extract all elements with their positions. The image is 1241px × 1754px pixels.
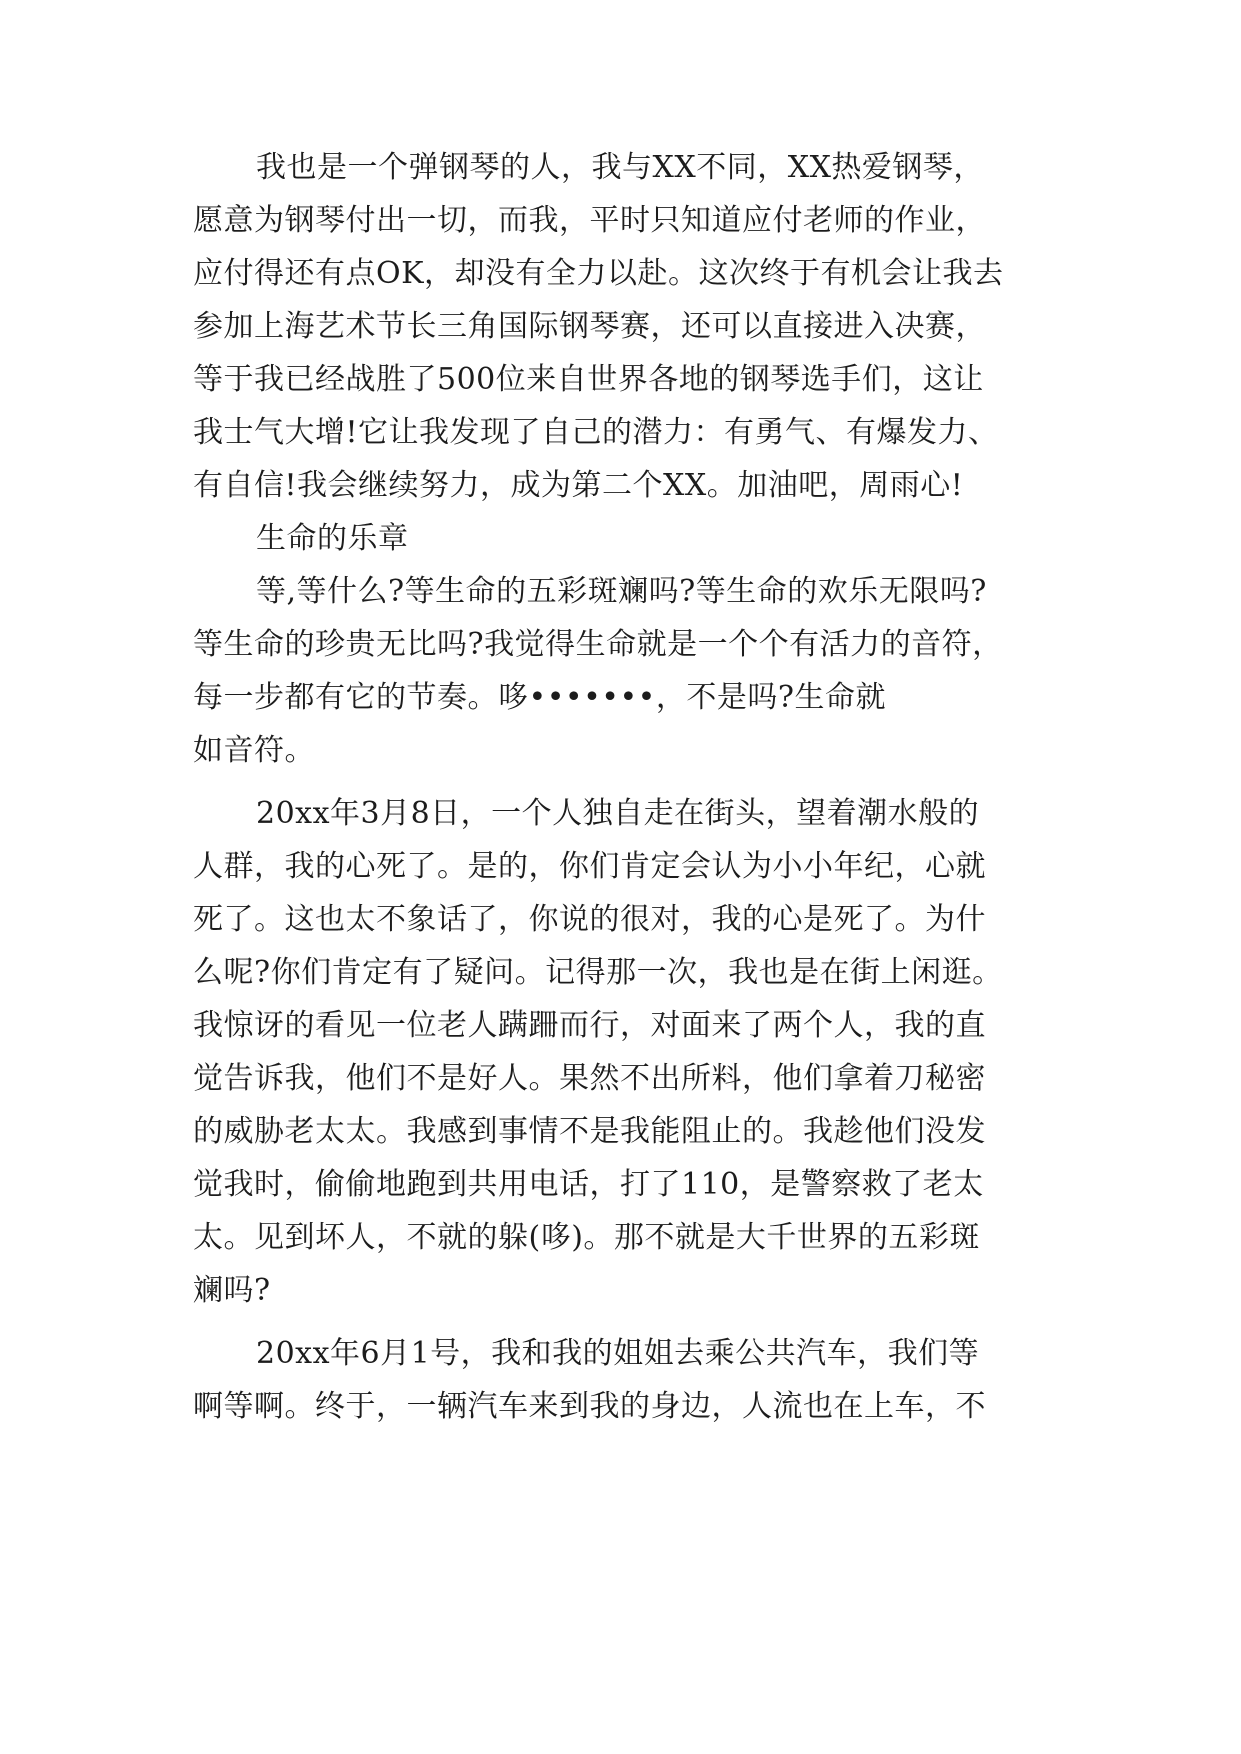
paragraph-line-1: 我也是一个弹钢琴的人，我与XX不同，XX热爱钢琴，: [256, 150, 984, 185]
paragraph-line-12: 如音符。: [193, 733, 315, 768]
paragraph-line-7: 有自信!我会继续努力，成为第二个XX。加油吧，周雨心!: [193, 468, 964, 503]
paragraph-line-3: 应付得还有点OK，却没有全力以赴。这次终于有机会让我去: [193, 256, 1004, 291]
paragraph-line-15: 死了。这也太不象话了，你说的很对，我的心是死了。为什: [193, 902, 986, 937]
paragraph-line-16: 么呢?你们肯定有了疑问。记得那一次，我也是在街上闲逛。: [193, 955, 1003, 990]
paragraph-line-10: 等生命的珍贵无比吗?我觉得生命就是一个个有活力的音符，: [193, 627, 1003, 662]
paragraph-line-13: 20xx年3月8日，一个人独自走在街头，望着潮水般的: [256, 796, 980, 831]
paragraph-line-21: 太。见到坏人，不就的躲(哆)。那不就是大千世界的五彩斑: [193, 1220, 980, 1255]
paragraph-line-11: 每一步都有它的节奏。哆•••••••，不是吗?生命就: [193, 680, 886, 715]
paragraph-line-14: 人群，我的心死了。是的，你们肯定会认为小小年纪，心就: [193, 849, 986, 884]
paragraph-line-24: 啊等啊。终于，一辆汽车来到我的身边，人流也在上车，不: [193, 1389, 986, 1424]
paragraph-line-20: 觉我时，偷偷地跑到共用电话，打了110，是警察救了老太: [193, 1167, 984, 1202]
paragraph-line-5: 等于我已经战胜了500位来自世界各地的钢琴选手们，这让: [193, 362, 984, 397]
paragraph-line-6: 我士气大增!它让我发现了自己的潜力：有勇气、有爆发力、: [193, 415, 999, 450]
paragraph-line-19: 的威胁老太太。我感到事情不是我能阻止的。我趁他们没发: [193, 1114, 986, 1149]
paragraph-line-4: 参加上海艺术节长三角国际钢琴赛，还可以直接进入决赛，: [193, 309, 986, 344]
section-heading: 生命的乐章: [256, 521, 409, 556]
paragraph-line-23: 20xx年6月1号，我和我的姐姐去乘公共汽车，我们等: [256, 1336, 980, 1371]
paragraph-line-9: 等,等什么?等生命的五彩斑斓吗?等生命的欢乐无限吗?: [256, 574, 987, 609]
paragraph-line-22: 斓吗?: [193, 1273, 271, 1308]
paragraph-line-2: 愿意为钢琴付出一切，而我，平时只知道应付老师的作业，: [193, 203, 986, 238]
paragraph-line-17: 我惊讶的看见一位老人蹒跚而行，对面来了两个人，我的直: [193, 1008, 986, 1043]
paragraph-line-18: 觉告诉我，他们不是好人。果然不出所料，他们拿着刀秘密: [193, 1061, 986, 1096]
